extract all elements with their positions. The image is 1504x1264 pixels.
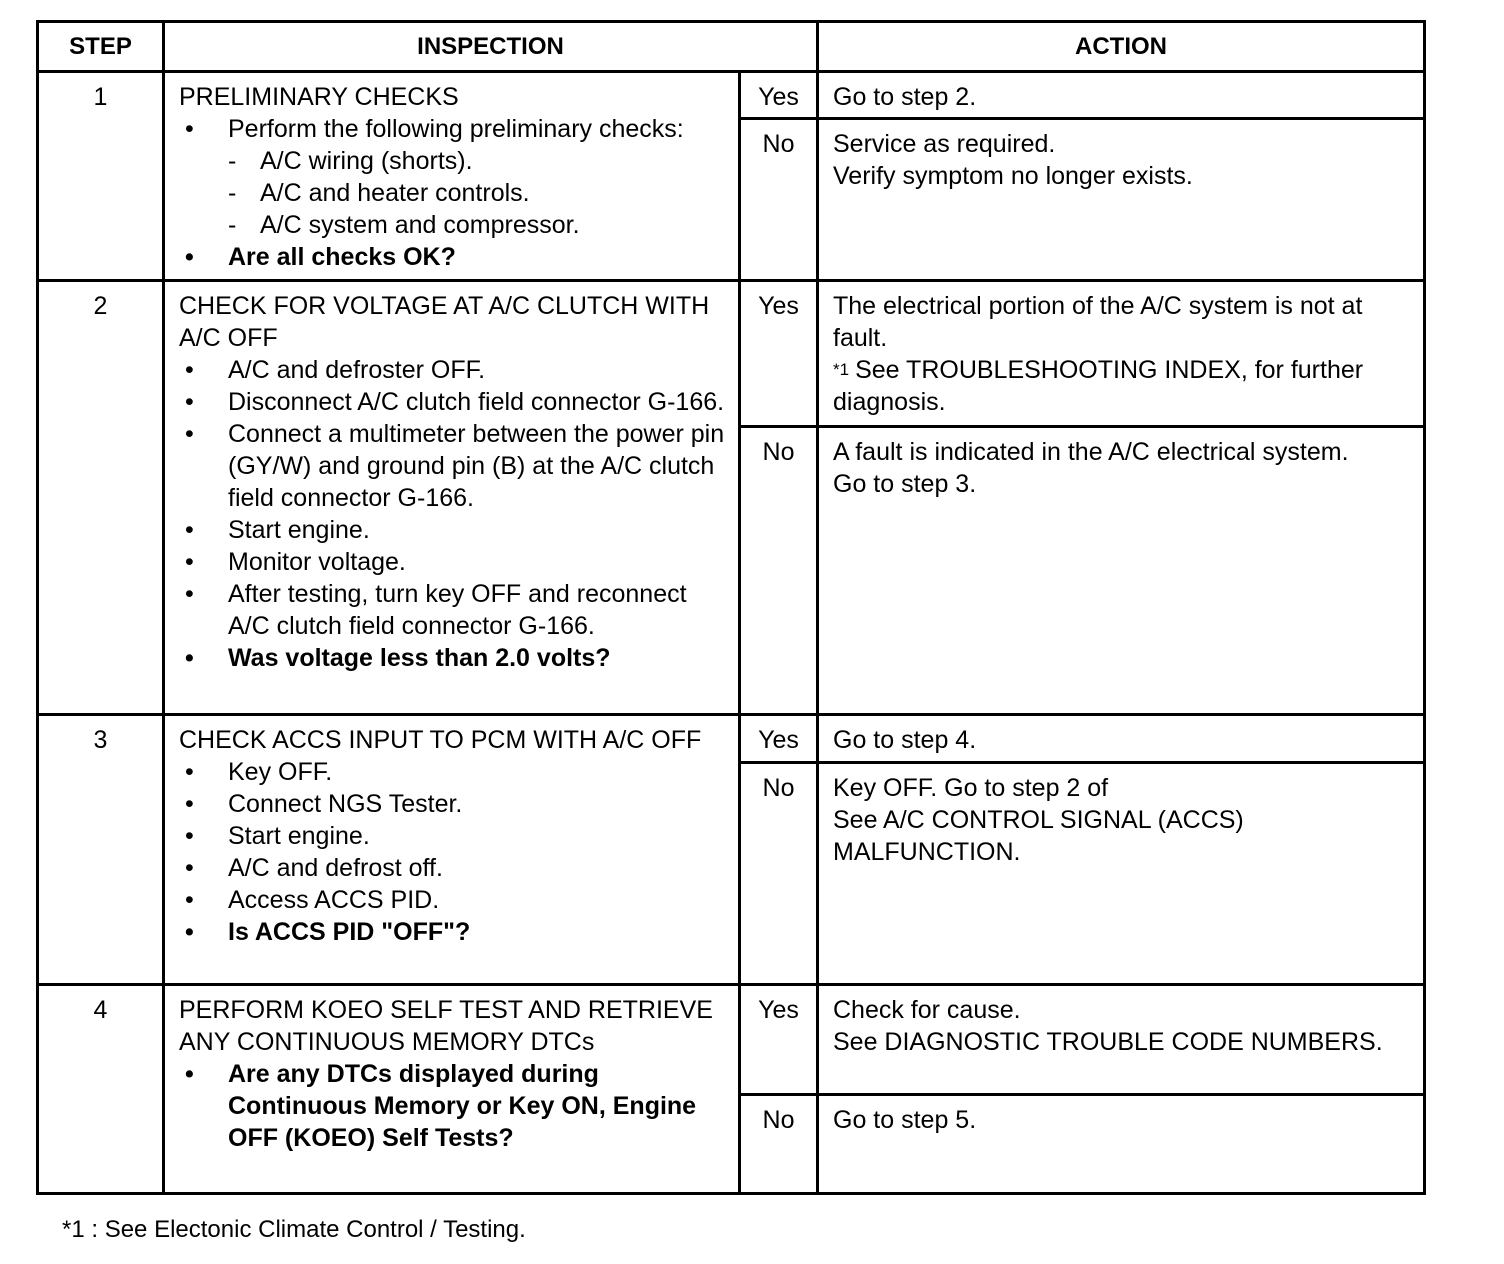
header-action: ACTION: [819, 23, 1423, 73]
step-4-question: • Are any DTCs displayed during Continuous Memory or Key ON, Engine OFF (KOEO) Self Tests?: [185, 1060, 697, 1152]
step-2-title: CHECK FOR VOLTAGE AT A/C CLUTCH WITH A/C OFF: [179, 292, 710, 352]
step-3-bullet: • Start engine.: [185, 822, 370, 850]
step-1-subitem: - A/C and heater controls.: [228, 179, 530, 207]
header-inspection: INSPECTION: [165, 23, 819, 73]
step-2-number: 2: [39, 282, 165, 716]
step-3-number: 3: [39, 716, 165, 986]
step-2-no-label: No: [741, 428, 819, 716]
step-2-bullet: • Start engine.: [185, 516, 370, 544]
step-3-bullet: • Key OFF.: [185, 758, 333, 786]
step-2-question: • Was voltage less than 2.0 volts?: [185, 644, 611, 672]
step-4-title: PERFORM KOEO SELF TEST AND RETRIEVE ANY CONTINUOUS MEMORY DTCs: [179, 996, 713, 1056]
step-3-no-label: No: [741, 764, 819, 986]
footnote-ref: *1: [833, 360, 850, 379]
step-1-question: • Are all checks OK?: [185, 243, 456, 271]
step-1-bullet: • Perform the following preliminary checks:: [185, 115, 684, 143]
step-3-bullet: • Access ACCS PID.: [185, 886, 440, 914]
step-2-yes-action: The electrical portion of the A/C system is not at fault. *1 See TROUBLESHOOTING INDEX, for further diagnosis.: [819, 282, 1423, 428]
step-1-title: PRELIMINARY CHECKS: [179, 83, 459, 111]
step-2-bullet: • After testing, turn key OFF and reconnect A/C clutch field connector G-166.: [185, 580, 687, 640]
step-4-yes-label: Yes: [741, 986, 819, 1096]
diagnostic-table: [36, 20, 1426, 1195]
step-4-yes-action: Check for cause. See DIAGNOSTIC TROUBLE CODE NUMBERS.: [819, 986, 1423, 1096]
step-1-no-label: No: [741, 120, 819, 282]
step-4-no-label: No: [741, 1096, 819, 1192]
step-2-inspection: [165, 282, 741, 716]
step-1-yes-action: Go to step 2.: [819, 73, 1423, 120]
step-2-bullet: • A/C and defroster OFF.: [185, 356, 486, 384]
footnote: *1 : See Electonic Climate Control / Testing.: [62, 1216, 526, 1243]
step-1-no-action: Service as required. Verify symptom no longer exists.: [819, 120, 1423, 282]
step-4-inspection: [165, 986, 741, 1192]
step-2-bullet: • Monitor voltage.: [185, 548, 406, 576]
step-3-title: CHECK ACCS INPUT TO PCM WITH A/C OFF: [179, 726, 702, 754]
header-step: STEP: [39, 23, 165, 73]
step-1-yes-label: Yes: [741, 73, 819, 120]
step-3-inspection: [165, 716, 741, 986]
step-2-bullet: • Connect a multimeter between the power pin (GY/W) and ground pin (B) at the A/C clutch field connector G-166.: [185, 420, 725, 512]
step-3-no-action: Key OFF. Go to step 2 of See A/C CONTROL SIGNAL (ACCS) MALFUNCTION.: [819, 764, 1423, 986]
step-2-yes-label: Yes: [741, 282, 819, 428]
step-4-number: 4: [39, 986, 165, 1192]
step-2-no-action: A fault is indicated in the A/C electrical system. Go to step 3.: [819, 428, 1423, 716]
step-3-bullet: • Connect NGS Tester.: [185, 790, 463, 818]
step-1-number: 1: [39, 73, 165, 282]
step-1-inspection: [165, 73, 741, 282]
step-3-yes-label: Yes: [741, 716, 819, 764]
step-1-subitem: - A/C wiring (shorts).: [228, 147, 473, 175]
step-1-subitem: - A/C system and compressor.: [228, 211, 580, 239]
step-2-bullet: • Disconnect A/C clutch field connector G-166.: [185, 388, 725, 416]
step-3-bullet: • A/C and defrost off.: [185, 854, 443, 882]
step-3-question: • Is ACCS PID "OFF"?: [185, 918, 471, 946]
step-3-yes-action: Go to step 4.: [819, 716, 1423, 764]
step-4-no-action: Go to step 5.: [833, 1106, 977, 1134]
